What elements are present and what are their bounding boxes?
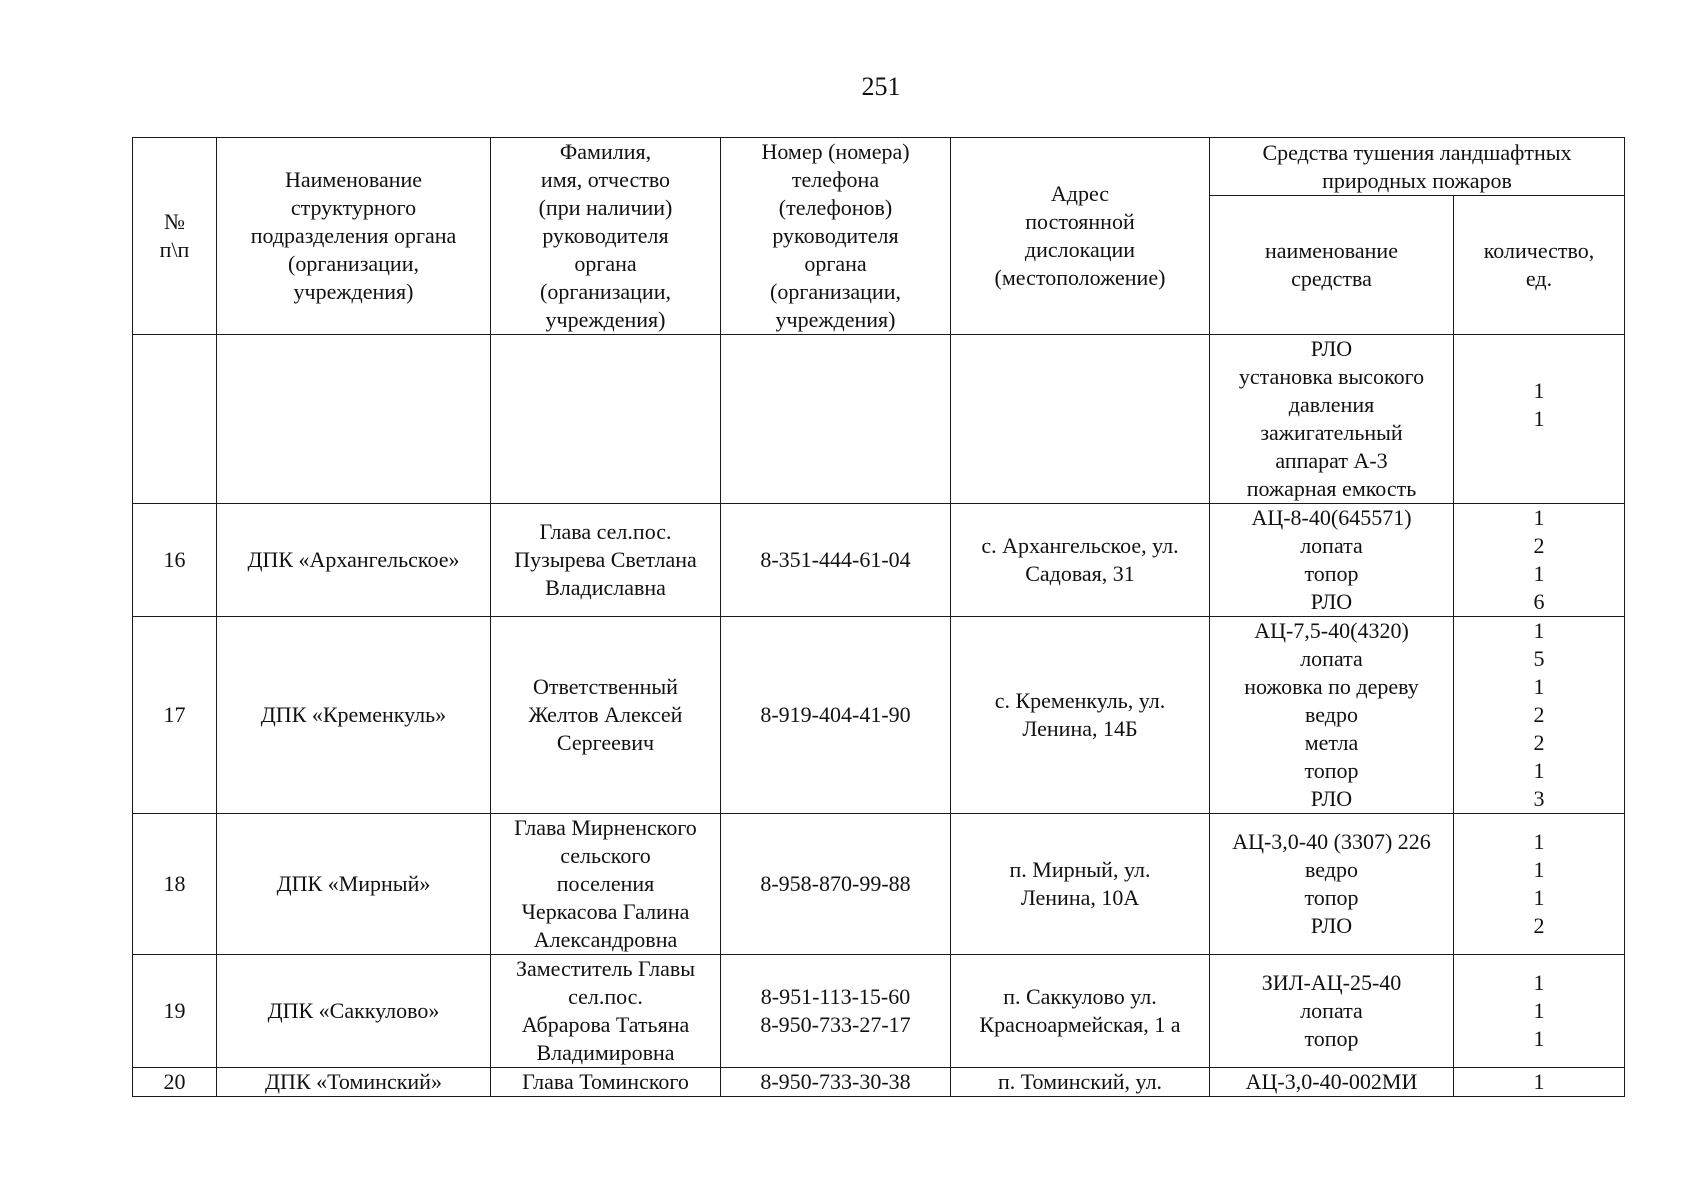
table-row <box>133 504 1625 617</box>
cell-address: п. Саккулово ул. Красноармейская, 1 а <box>951 955 1210 1068</box>
cell-phone: 8-919-404-41-90 <box>721 617 951 814</box>
table-row <box>133 814 1625 955</box>
cell-equipment: АЦ-3,0-40-002МИ <box>1210 1068 1454 1097</box>
cell-number: 20 <box>133 1068 217 1097</box>
fire-brigades-table <box>132 137 1625 1097</box>
header-number: № п\п <box>133 138 217 335</box>
cell-phone: 8-951-113-15-60 8-950-733-27-17 <box>721 955 951 1068</box>
cell-address: с. Кременкуль, ул. Ленина, 14Б <box>951 617 1210 814</box>
cell-equipment: РЛО установка высокого давления зажигательный аппарат А-3 пожарная емкость <box>1210 335 1454 504</box>
header-address: Адрес постоянной дислокации (местоположение) <box>951 138 1210 335</box>
cell-address: п. Томинский, ул. <box>951 1068 1210 1097</box>
page-number: 251 <box>861 72 901 101</box>
cell-number: 17 <box>133 617 217 814</box>
cell-head-name: Глава Мирненского сельского поселения Черкасова Галина Александровна <box>491 814 721 955</box>
cell-address: п. Мирный, ул. Ленина, 10А <box>951 814 1210 955</box>
cell-head-name: Ответственный Желтов Алексей Сергеевич <box>491 617 721 814</box>
table-row <box>133 335 1625 504</box>
header-organization: Наименование структурного подразделения органа (организации, учреждения) <box>217 138 491 335</box>
cell-head-name: Глава сел.пос. Пузырева Светлана Владиславна <box>491 504 721 617</box>
cell-head-name <box>491 335 721 504</box>
table-row <box>133 1068 1625 1097</box>
cell-quantity: 1 1 1 2 <box>1454 814 1625 955</box>
cell-quantity: 1 2 1 6 <box>1454 504 1625 617</box>
cell-organization: ДПК «Томинский» <box>217 1068 491 1097</box>
cell-organization: ДПК «Кременкуль» <box>217 617 491 814</box>
cell-head-name: Заместитель Главы сел.пос. Абрарова Татьяна Владимировна <box>491 955 721 1068</box>
header-means-quantity: количество, ед. <box>1454 196 1625 335</box>
cell-equipment: АЦ-7,5-40(4320) лопата ножовка по дереву ведро метла топор РЛО <box>1210 617 1454 814</box>
header-phone: Номер (номера) телефона (телефонов) руководителя органа (организации, учреждения) <box>721 138 951 335</box>
cell-equipment: АЦ-8-40(645571) лопата топор РЛО <box>1210 504 1454 617</box>
cell-phone: 8-958-870-99-88 <box>721 814 951 955</box>
header-head-name: Фамилия, имя, отчество (при наличии) руководителя органа (организации, учреждения) <box>491 138 721 335</box>
cell-phone <box>721 335 951 504</box>
cell-quantity: 1 5 1 2 2 1 3 <box>1454 617 1625 814</box>
cell-number: 19 <box>133 955 217 1068</box>
header-means-name: наименование средства <box>1210 196 1454 335</box>
cell-organization: ДПК «Мирный» <box>217 814 491 955</box>
table-row <box>133 617 1625 814</box>
cell-phone: 8-351-444-61-04 <box>721 504 951 617</box>
table-row <box>133 955 1625 1068</box>
cell-number: 16 <box>133 504 217 617</box>
cell-equipment: АЦ-3,0-40 (3307) 226 ведро топор РЛО <box>1210 814 1454 955</box>
cell-organization: ДПК «Архангельское» <box>217 504 491 617</box>
header-row-top <box>133 138 1625 196</box>
cell-quantity: 1 1 1 <box>1454 955 1625 1068</box>
cell-quantity: 1 1 <box>1454 335 1625 504</box>
cell-number: 18 <box>133 814 217 955</box>
cell-address: с. Архангельское, ул. Садовая, 31 <box>951 504 1210 617</box>
cell-head-name: Глава Томинского <box>491 1068 721 1097</box>
cell-organization: ДПК «Саккулово» <box>217 955 491 1068</box>
cell-number <box>133 335 217 504</box>
cell-address <box>951 335 1210 504</box>
header-extinguishing-means: Средства тушения ландшафтных природных пожаров <box>1210 138 1625 196</box>
cell-equipment: ЗИЛ-АЦ-25-40 лопата топор <box>1210 955 1454 1068</box>
cell-organization <box>217 335 491 504</box>
cell-phone: 8-950-733-30-38 <box>721 1068 951 1097</box>
cell-quantity: 1 <box>1454 1068 1625 1097</box>
